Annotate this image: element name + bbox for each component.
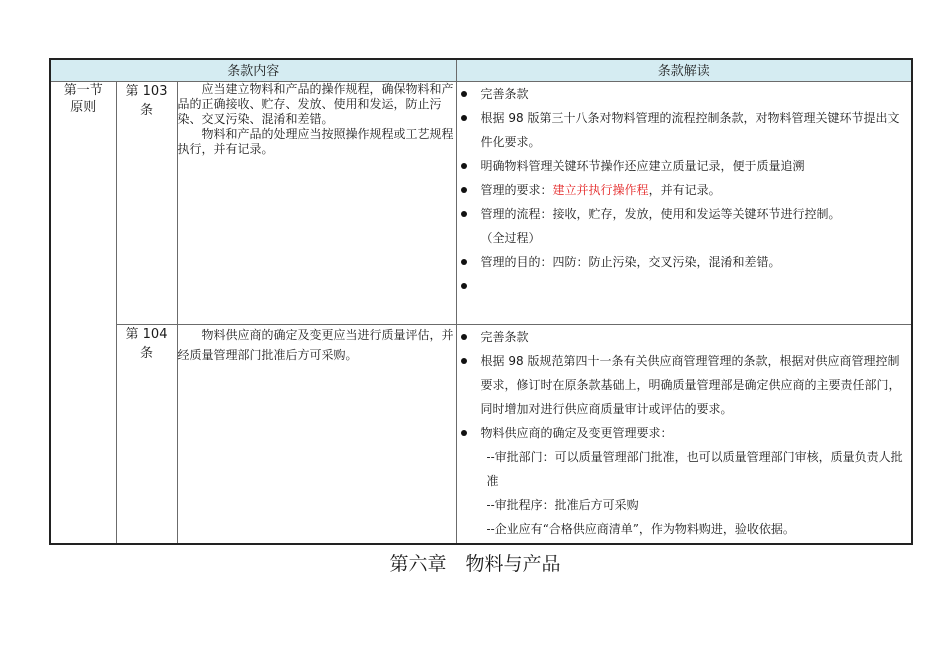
bullet-icon <box>461 334 467 340</box>
bullet-icon <box>461 91 467 97</box>
list-item: 物料供应商的确定及变更管理要求： <box>457 421 912 445</box>
table-row <box>50 82 912 325</box>
list-item-continuation: （全过程） <box>480 231 541 245</box>
interpretation-list <box>457 82 912 298</box>
regulation-table <box>49 58 913 545</box>
bullet-icon <box>461 163 467 169</box>
article-cell <box>116 325 177 544</box>
list-item: 根据 98 版规范第四十一条有关供应商管理管理的条款，根据对供应商管理控制要求，修订时在原条款基础上，明确质量管理部是确定供应商的主要责任部门，同时增加对进行供应商质量审计或评估的要求。 <box>457 349 912 421</box>
article-suffix: 条 <box>139 346 153 361</box>
list-item: 管理的流程：接收，贮存，发放，使用和发运等关键环节进行控制。 <box>457 202 912 226</box>
bullet-icon <box>461 187 467 193</box>
list-item: 根据 98 版第三十八条对物料管理的流程控制条款，对物料管理关键环节提出文件化要求。 <box>457 106 912 154</box>
list-item: 完善条款 <box>457 82 912 106</box>
section-label: 第一节 <box>63 83 103 98</box>
clause-content-cell <box>177 82 456 325</box>
list-item-empty <box>457 274 912 298</box>
header-clause-content: 条款内容 <box>50 59 456 82</box>
table-header-row <box>50 59 912 82</box>
bullet-icon <box>461 430 467 436</box>
clause-paragraph: 应当建立物料和产品的操作规程，确保物料和产品的正确接收、贮存、发放、使用和发运，防止污染、交叉污染、混淆和差错。 <box>177 82 454 126</box>
article-cell <box>116 82 177 325</box>
table-row <box>50 325 912 544</box>
list-item: 管理的要求：建立并执行操作程，并有记录。 <box>457 178 912 202</box>
highlighted-text: 建立并执行操作程 <box>552 183 649 197</box>
clause-paragraph: 物料供应商的确定及变更应当进行质量评估，并经质量管理部门批准后方可采购。 <box>177 328 454 362</box>
clause-interpretation-cell <box>456 325 912 544</box>
bullet-icon <box>461 283 467 289</box>
bullet-icon <box>461 211 467 217</box>
sub-item: --审批部门：可以质量管理部门批准，也可以质量管理部门审核，质量负责人批准 <box>486 450 903 488</box>
article-suffix: 条 <box>139 103 153 118</box>
bullet-icon <box>461 115 467 121</box>
clause-interpretation-cell <box>456 82 912 325</box>
section-name: 原则 <box>70 100 97 115</box>
article-number: 第 104 <box>125 327 168 342</box>
header-clause-interpretation: 条款解读 <box>456 59 912 82</box>
list-item: 完善条款 <box>457 325 912 349</box>
bullet-icon <box>461 259 467 265</box>
section-cell <box>50 82 116 544</box>
list-item: 明确物料管理关键环节操作还应建立质量记录，便于质量追溯 <box>457 154 912 178</box>
interpretation-list <box>457 325 912 541</box>
sub-item: --审批程序：批准后方可采购 <box>486 498 639 512</box>
list-item: 管理的目的：四防：防止污染，交叉污染，混淆和差错。 <box>457 250 912 274</box>
clause-content-cell <box>177 325 456 544</box>
chapter-title: 第六章 物料与产品 <box>389 553 561 575</box>
bullet-icon <box>461 358 467 364</box>
article-number: 第 103 <box>125 84 168 99</box>
clause-paragraph: 物料和产品的处理应当按照操作规程或工艺规程执行，并有记录。 <box>177 127 454 156</box>
sub-item: --企业应有“合格供应商清单”，作为物料购进，验收依据。 <box>486 522 795 536</box>
